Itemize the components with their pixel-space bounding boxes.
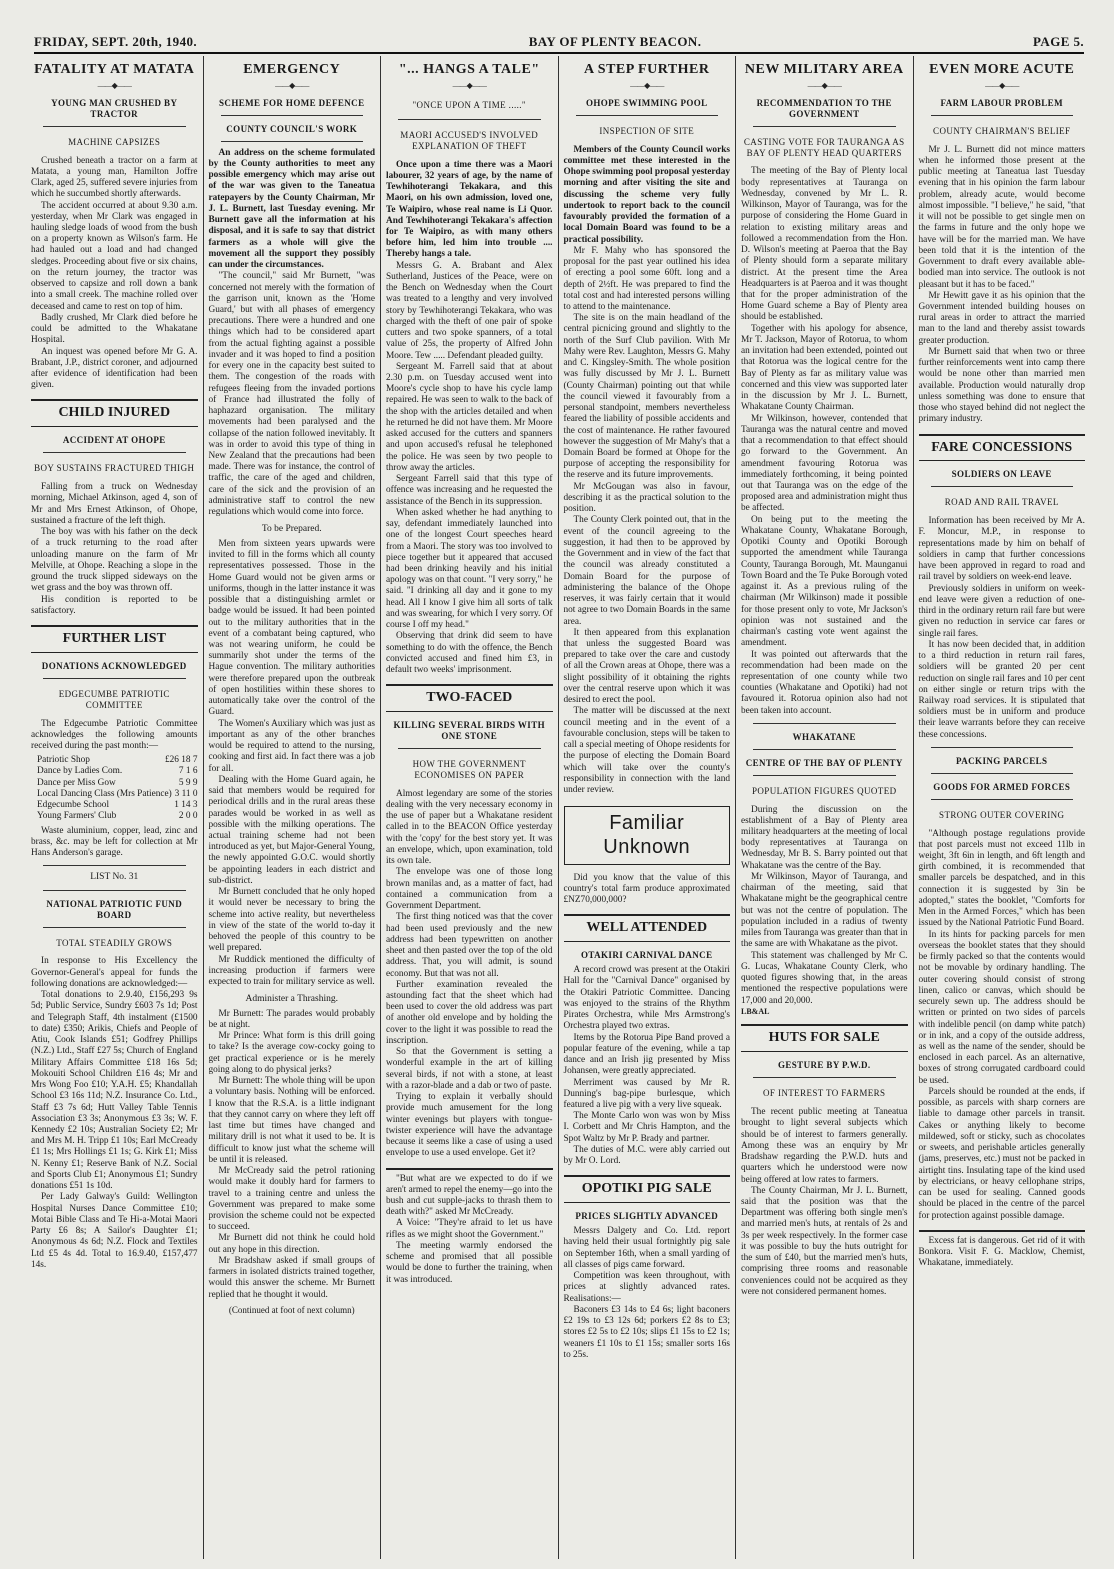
- ledger-row: [31, 755, 198, 766]
- paragraph: Mr Wilkinson, Mayor of Tauranga, and chairman of the meeting, said that Whakatane might be the geographical centre but was not the centre of population. The population included in a radius of twenty miles from Tauranga was greater than that in the same are with Whakatane as the pivot.: [741, 871, 908, 950]
- rule: [931, 773, 1074, 774]
- subhead: PACKING PARCELS: [956, 755, 1048, 766]
- headline-fare-concessions: FARE CONCESSIONS: [919, 434, 1086, 462]
- rule: [753, 126, 896, 127]
- subhead: "ONCE UPON A TIME .....": [412, 99, 527, 110]
- subhead: STRONG OUTER COVERING: [939, 809, 1065, 820]
- headline-step-further: A STEP FURTHER: [583, 62, 710, 77]
- paragraph: Mr Burnett: The whole thing will be upon a voluntary basis. Nothing will be enforced. I know that the R.S.A. is a little indignant that they cannot carry on where they left off last time but times have changed and military drill is not what it used to be. It is difficult to know just what the scheme will be until it is released.: [208, 1076, 375, 1165]
- familiar-unknown-banner: Familiar Unknown: [564, 806, 731, 864]
- rule: [398, 119, 541, 120]
- paragraph: The Women's Auxiliary which was just as important as any of the other branches would be required to attend to the nursing, cooking and first aid. In fact there was a job for all.: [208, 718, 375, 774]
- paragraph: A Voice: "They're afraid to let us have rifles as we might shoot the Government.": [386, 1218, 553, 1240]
- paragraph: Waste aluminium, copper, lead, zinc and brass, &c. may be left for collection at Mr Hans Anderson's garage.: [31, 825, 198, 859]
- donation-ledger: [31, 755, 198, 822]
- lead-paragraph: An address on the scheme formulated by the County authorities to meet any possible emergency which may arise out of the war was given to the Taneatua ratepayers by the County Chairman, Mr J. L. Burnett, last Tuesday evening. Mr Burnett gave all the information at his disposal, and it is safe to say that district farmers as a whole will give the movement all the support they possibly can under the circumstances.: [208, 147, 375, 271]
- paragraph: The boy was with his father on the deck of a truck returning to the road after unloading manure on the farm of Mr Melville, at Ohope. Reaching a slope in the ground the truck slipped sideways on the wet grass and the boy was thrown off.: [31, 527, 198, 594]
- paragraph: Baconers £3 14s to £4 6s; light baconers £2 19s to £3 12s 6d; porkers £2 8s to £3; stores £2 5s to £2 10s; slips £1 15s to £2 1s; weaners £1 10s to £1 15s; smaller sorts 16s to 25s.: [563, 1304, 730, 1360]
- subhead: COUNTY COUNCIL'S WORK: [226, 123, 358, 134]
- paragraph: The meeting warmly endorsed the scheme and promised that all possible would be done to further the training, when it was introduced.: [386, 1240, 553, 1285]
- subhead: RECOMMENDATION TO THE GOVERNMENT: [756, 97, 892, 119]
- paragraph: It was pointed out afterwards that the recommendation had been made on the representation of one county while two counties (Whakatane and Opotiki) had not favoured it. Rotorua opinion also had not been taken into account.: [741, 649, 908, 716]
- subhead: COUNTY CHAIRMAN'S BELIEF: [933, 125, 1071, 136]
- paragraph: Trying to explain it verbally should provide much amusement for the long winter evenings but players with tongue-twister experience will have the advantage because it seems like a case of using a used envelope to use a used envelope. Get it?: [386, 1092, 553, 1159]
- paragraph: Mr Burnett: The parades would probably be at night.: [208, 1008, 375, 1030]
- paragraph: Together with his apology for absence, Mr T. Jackson, Mayor of Rotorua, to whom an invitation had been extended, pointed out that Rotorua was the logical centre for the Bay of Plenty as far as military value was concerned and this view was supported later in the discussion by Mr J. L. Burnett, Whakatane County Chairman.: [741, 323, 908, 413]
- subhead: YOUNG MAN CRUSHED BY TRACTOR: [51, 97, 178, 119]
- paragraph: Did you know that the value of this country's total farm produce approximated £NZ70,000,000?: [563, 872, 730, 906]
- paragraph: Mr Burnett concluded that he only hoped it would never be necessary to bring the scheme into active reality, but nevertheless in view of the state of the world to-day it behoved the people of this country to be well prepared.: [208, 887, 375, 954]
- rule: [919, 1230, 1086, 1232]
- subhead: OTAKIRI CARNIVAL DANCE: [581, 950, 713, 961]
- subhead: KILLING SEVERAL BIRDS WITH ONE STONE: [393, 720, 546, 742]
- headline-further-list: FURTHER LIST: [31, 625, 198, 653]
- paragraph: Crushed beneath a tractor on a farm at Matata, a young man, Hamilton Joffre Clark, aged 25, suffered severe injuries from which he succumbed shortly afterwards.: [31, 155, 198, 200]
- headline-well-attended: WELL ATTENDED: [564, 914, 731, 942]
- subhead: NATIONAL PATRIOTIC FUND BOARD: [46, 898, 183, 920]
- paragraph: In its hints for packing parcels for men overseas the booklet states that they should be firmly packed so that the contents would not be movable by ordinary handling. The outer covering should consist of strong linen, calico or canvas, which should be securely sewn up. The address should be written or printed on two sides of parcels with indelible pencil (on damp white patch) or in ink, and a copy of the outside address, as well as the name of the sender, should be enclosed in each parcel. As an alternative, boxes of strong corrugated cardboard could be used.: [918, 929, 1085, 1086]
- paragraph: Messrs Dalgety and Co. Ltd. report having held their usual fortnightly pig sale on September 16th, when a small yarding of all classes of pigs came forward.: [563, 1226, 730, 1270]
- paragraph: Falling from a truck on Wednesday morning, Michael Atkinson, aged 4, son of Mr and Mrs Ernest Atkinson, of Ohope, sustained a fracture of the left thigh.: [31, 482, 198, 526]
- headline-two-faced: TWO-FACED: [386, 684, 553, 712]
- paragraph: Previously soldiers in uniform on week-end leave were given a reduction of one-third in the ordinary return rail fare but were given no reduction in service car fares or single rail fares.: [918, 583, 1085, 639]
- rule: [753, 749, 896, 750]
- headline-emergency: EMERGENCY: [243, 62, 341, 77]
- paragraph: "The council," said Mr Burnett, "was concerned not merely with the formation of the garrison unit, known as the 'Home Guard,' but with all phases of emergency precautions. There were a hundred and one things which had to be considered apart from the actual fighting against a possible invader and it was hoped to find a position for every one in the capacity best suited to them. The congestion of the roads with refugees fleeing from the invaded portions of France had illustrated the folly of haphazard organisation. The military movements had been paralysed and the collapse of the nation followed inevitably. It was in order to avoid this type of thing in New Zealand that the precautions had been made. There was for instance, the control of traffic, the care of the aged and children, care of the sick and the provision of an administrative staff to control the new regulations which would come into force.: [208, 271, 375, 518]
- paragraph: Mr McGougan was also in favour, describing it as the practical solution to the position.: [563, 481, 730, 515]
- paragraph: Merriment was caused by Mr R. Dunning's bag-pipe burlesque, which featured a live pig with a very live squeak.: [563, 1077, 730, 1110]
- ledger-item: Dance by Ladies Com.: [37, 766, 123, 777]
- paragraph: Mr Burnett said that when two or three further reinforcements went into camp there would be none other than married men available. Production would naturally drop unless something was done to ensure that those who stayed behind did not neglect the primary industry.: [918, 346, 1085, 425]
- rule: [753, 1077, 896, 1078]
- paper-title: BAY OF PLENTY BEACON.: [528, 34, 702, 49]
- issue-date: FRIDAY, SEPT. 20th, 1940.: [34, 34, 198, 49]
- ledger-item: Edgecumbe School: [37, 800, 110, 811]
- rule: [43, 890, 186, 891]
- paragraph: Mr Bradshaw asked if small groups of farmers in isolated districts trained together, would this answer the scheme. Mr Burnett replied that he thought it would.: [208, 1255, 375, 1300]
- paragraph: Almost legendary are some of the stories dealing with the very necessary economy in the use of paper but a Whakatane resident called in to the BEACON Office yesterday with the 'copy' for the best story yet. It was an envelope, which, upon examination, told its own tale.: [386, 788, 553, 867]
- paragraph: Mr Prince: What form is this drill going to take? Is the average cow-cocky going to get practical experience or is he merely going along to do physical jerks?: [208, 1031, 375, 1075]
- ledger-amount: 7 1 6: [178, 766, 198, 777]
- headline-pig-sale: OPOTIKI PIG SALE: [564, 1175, 731, 1203]
- subhead: GESTURE BY P.W.D.: [777, 1060, 871, 1071]
- subhead: MAORI ACCUSED'S INVOLVED EXPLANATION OF THEFT: [400, 129, 539, 151]
- subhead: MACHINE CAPSIZES: [68, 136, 161, 147]
- lead-paragraph: Once upon a time there was a Maori labourer, 32 years of age, by the name of Tewhihoterangi Tekakara, and this Maori, on his own admission, loved one, Te Waipiro, whose real name is Li Quor. And Tewhihoterangi Tekakara's affection for Te Waipiro, as with many others before him, led him into trouble .... Thereby hangs a tale.: [386, 159, 553, 260]
- ledger-row: [31, 778, 198, 789]
- ornament-divider: [31, 82, 198, 90]
- printer-mark: LB&AL: [741, 1006, 770, 1016]
- rule: [43, 678, 186, 679]
- paragraph: Mr F. Mahy who has sponsored the proposal for the past year outlined his idea of erecting a pool some 60ft. long and a depth of 2½ft. He was prepared to find the total cost and had interested persons willing to attend to the maintenance.: [563, 245, 730, 312]
- subhead: ACCIDENT AT OHOPE: [62, 435, 166, 446]
- rule: [753, 775, 896, 776]
- paragraph: Observing that drink did seem to have something to do with the offence, the Bench convicted accused and fined him £3, in default two weeks' imprisonment.: [386, 631, 553, 676]
- paragraph: Mr J. L. Burnett did not mince matters when he informed those present at the public meeting at Taneatua last Tuesday evening that in his opinion the farm labour problem, already acute, would become almost impossible. "I believe," he said, "that it will not be possible to get single men on the farms in future and the only hope we have will be for the married man. We have been told that it is the intention of the Government to draft every available able-bodied man into service. The outlook is not pleasant but it has to be faced.": [918, 144, 1085, 290]
- paragraph: An inquest was opened before Mr G. A. Brabant, J.P., district coroner, and adjourned after evidence of identification had been given.: [31, 346, 198, 391]
- rule: [931, 115, 1074, 116]
- headline-child-injured: CHILD INJURED: [31, 399, 198, 427]
- ornament-divider: [209, 82, 376, 90]
- paragraph: "But what are we expected to do if we aren't armed to repel the enemy—go into the bush and cut supple-jacks to thrash them to death with?" asked Mr McCready.: [386, 1173, 553, 1218]
- ornament-divider: [386, 82, 553, 90]
- subhead: OF INTEREST TO FARMERS: [763, 1088, 886, 1099]
- column-3: [381, 56, 559, 1559]
- column-4: [559, 56, 737, 1559]
- subhead: EDGECUMBE PATRIOTIC COMMITTEE: [58, 688, 170, 710]
- paragraph: So that the Government is setting a wonderful example in the art of killing several birds, if not with a stone, at least with a razor-blade and a dab or two of paste.: [386, 1047, 553, 1091]
- paragraph: The County Clerk pointed out, that in the event of the council agreeing to the suggestion, it had then to be approved by the Government and in view of the fact that the council was already constituted a Domain Board for the purpose of administering the balance of the Ohope reserves, it was fairly certain that it would not agree to two Domain Boards in the same area.: [563, 515, 730, 627]
- paragraph: Sergeant M. Farrell said that at about 2.30 p.m. on Tuesday accused went into Moore's cycle shop to have his cycle lamp repaired. He was seen to walk to the back of the shop with the articles detailed and when he returned he did not have them. Mr Moore asked accused for the cutters and spanners and upon accused's refusal he telephoned the police. He was seen by two people to throw away the articles.: [386, 361, 553, 473]
- column-5: [736, 56, 914, 1559]
- paragraph: Total donations to 2.9.40, £156,293 9s 5d; Public Service, Sundry £603 7s 1d; Post and Telegraph Staff, 4th instalment (£1500 to date) £350; Arikis, Chiefs and People of Atiu, Cook Islands £51; Godfrey Phillips (N.Z.) Ltd., Staff £27 5s; Church of England Military Affairs Committee £18 16s 5d; Mokouiti School Children £16 4s; Mr and Mrs Wong Foo £10; Y.A.H. £5; Khandallah School £3 16s 11d; N.Z. Insurance Co. Ltd., Staff £3 7s 6d; Hutt Valley Table Tennis Association £3 3s; Anonymous £3 3s; W. F. Kennedy £2 10s; Australian Society £2; Mr and Mrs M. H. Tripp £1 10s; Earl McCready £1 1s; Mrs Hollings £1 1s; G. Kirk £1; Miss N. Kenny £1; Reserve Bank of N.Z. Social and Sports Club £1; Anonymous £1; Sundry donations £51 1s 10d.: [31, 990, 198, 1192]
- rule: [931, 799, 1074, 800]
- paragraph: The Monte Carlo won was won by Miss I. Corbett and Mr Chris Hampton, and the Spot Waltz by Mr P. Brady and partner.: [563, 1111, 730, 1144]
- paragraph: In response to His Excellency the Governor-General's appeal for funds the following donations are acknowledged:—: [31, 956, 198, 989]
- ornament-divider: [564, 82, 731, 90]
- rule: [221, 141, 364, 142]
- paragraph: Parcels should be rounded at the ends, if possible, as parcels with sharp corners are liable to damage other parcels in transit. Cakes or anything likely to become mildewed, soft or sticky, such as chocolates or sweets, and perishable articles generally (jams, preserves, etc.) must not be packed in airtight tins. Insulating tape of the kind used by electricians, or heavy cellophane strips, can be used for sealing. Canned goods should be placed in the centre of the parcel for protection against possible damage.: [918, 1086, 1085, 1221]
- paragraph: The County Chairman, Mr J. L. Burnett, said that the position was that the Department was offering both single men's and married men's huts, at rentals of 2s and 3s per week respectively. In the former case it was possible to buy the huts outright for the sum of £40, but the married men's huts, comprising three rooms and reasonable conveniences could not be acquired as they were not considered permanent homes.: [741, 1185, 908, 1297]
- ledger-item: Local Dancing Class (Mrs Patience): [37, 788, 172, 799]
- subhead: WHAKATANE: [792, 731, 856, 742]
- paragraph: The first thing noticed was that the cover had been used previously and the new address had been typewritten on another sheet and then pasted over the top of the old address. That, you will admit, is sound economy. But that was not all.: [386, 912, 553, 979]
- subhead: FARM LABOUR PROBLEM: [940, 97, 1063, 108]
- paragraph: The meeting of the Bay of Plenty local body representatives at Tauranga on Wednesday, convened by Mr L. R. Wilkinson, Mayor of Tauranga, was for the purpose of considering the Home Guard in relation to existing military areas and followed a recommendation from the Hon. D. Wilson's meeting at Paeroa that the Bay of Plenty should form a separate military district. At the present time the Area Headquarters is at Paeroa and it was thought that for the proper administration of the Home Guard scheme a Bay of Plenty area should be established.: [741, 166, 908, 323]
- ledger-row: [31, 766, 198, 777]
- headline-fatality: FATALITY AT MATATA: [34, 62, 195, 77]
- columns: [26, 56, 1090, 1559]
- subhead: TOTAL STEADILY GROWS: [56, 937, 173, 948]
- headline-military-area: NEW MILITARY AREA: [744, 62, 904, 77]
- column-1: [26, 56, 204, 1559]
- rule: [398, 748, 541, 749]
- rule: [221, 115, 364, 116]
- rule: [43, 927, 186, 928]
- ledger-item: Patriotic Shop: [37, 755, 90, 766]
- subhead: CENTRE OF THE BAY OF PLENTY: [745, 757, 903, 768]
- ledger-amount: 1 14 3: [174, 800, 198, 811]
- paragraph: Badly crushed, Mr Clark died before he could be admitted to the Whakatane Hospital.: [31, 312, 198, 346]
- paragraph: Sergeant Farrell said that this type of offence was increasing and he requested the assistance of the Bench in its suppression.: [386, 474, 553, 507]
- paragraph: The recent public meeting at Taneatua brought to light several subjects which should be of interest to farmers generally. Among these was an enquiry by Mr Bradshaw regarding the P.W.D. huts and quarters which he understood were now being offered at low rates to farmers.: [741, 1107, 908, 1185]
- paragraph: The Edgecumbe Patriotic Committee acknowledges the following amounts received during the past month:—: [31, 718, 198, 752]
- ledger-amount: 2 0 0: [178, 811, 198, 822]
- ledger-amount: 5 9 9: [178, 777, 198, 788]
- paragraph: It then appeared from this explanation that unless the suggested Board was prepared to take over the care and custody of all the Crown areas at Ohope, there was a slight possibility of it obtaining the rights over the central reserve upon which it was desired to erect the pool.: [563, 627, 730, 706]
- subhead: ROAD AND RAIL TRAVEL: [944, 497, 1059, 508]
- rule: [43, 865, 186, 866]
- paragraph: The duties of M.C. were ably carried out by Mr O. Lord.: [563, 1144, 730, 1167]
- subhead: GOODS FOR ARMED FORCES: [933, 781, 1071, 792]
- paragraph: Mr Ruddick mentioned the difficulty of increasing production if farmers were expected to train for military service as well.: [208, 954, 375, 988]
- subhead: BOY SUSTAINS FRACTURED THIGH: [34, 463, 195, 474]
- rule: [43, 452, 186, 453]
- paragraph: A record crowd was present at the Otakiri Hall for the "Carnival Dance" organised by the Otakiri Patriotic Committee. Dancing was enjoyed to the strains of the Rhythm Pirates Orchestra, while Mrs Armstrong's Orchestra played two extras.: [563, 965, 730, 1032]
- rule: [931, 747, 1074, 748]
- headline-hangs-a-tale: "... HANGS A TALE": [398, 62, 540, 77]
- subhead: CASTING VOTE FOR TAURANGA AS BAY OF PLENTY HEAD QUARTERS: [743, 136, 905, 158]
- headline-even-more-acute: EVEN MORE ACUTE: [929, 62, 1075, 77]
- ledger-item: Young Farmers' Club: [37, 811, 117, 822]
- paragraph: Mr Burnett did not think he could hold out any hope in this direction.: [208, 1233, 375, 1255]
- paragraph: Messrs G. A. Brabant and Alex Sutherland, Justices of the Peace, were on the Bench on Wednesday when the Court was treated to a lengthy and very involved story by Tewhihoterangi Tekakara, who was charged with the theft of one pair of spoke cutters and two spoke spanners, of a total value of 25s, the property of Alfred John Moore. Tew ..... Defendant pleaded guilty.: [386, 260, 553, 361]
- paragraph: During the discussion on the establishment of a Bay of Plenty area military headquarters at the meeting of local body representatives at Tauranga on Wednesday, Mr B. S. Barry pointed out that Whakatane was the centre of the Bay.: [741, 804, 908, 871]
- continued-note: (Continued at foot of next column): [228, 1304, 355, 1315]
- subhead: OHOPE SWIMMING POOL: [585, 97, 708, 108]
- ornament-divider: [919, 82, 1086, 90]
- column-2: [204, 56, 382, 1559]
- rule: [43, 126, 186, 127]
- column-6: [914, 56, 1091, 1559]
- rule: [576, 115, 719, 116]
- masthead: [34, 30, 1084, 54]
- paragraph: Mr McCready said the petrol rationing would make it doubly hard for farmers to travel to a training centre and unless the Government was prepared to make some provision the scheme could not be expected to succeed.: [208, 1166, 375, 1233]
- paragraph: The matter will be discussed at the next council meeting and in the event of a favourable conclusion, steps will be taken to call a special meeting of Ohope residents for the purpose of electing the Domain Board which will take over the county's responsibility in connection with the land under review.: [563, 706, 730, 796]
- subhead: PRICES SLIGHTLY ADVANCED: [575, 1211, 719, 1222]
- crosshead: Administer a Thrashing.: [245, 994, 338, 1005]
- paragraph: "Although postage regulations provide that post parcels must not exceed 11lb in weight, 3ft 6in in length, and 6ft length and girth combined, it is recommended that smaller parcels be despatched, and in this connection it is suggested by 3in be adopted," states the booklet, "Comforts for Men in the Armed Forces," which has been issued by the National Patriotic Fund Board.: [918, 828, 1085, 929]
- ledger-row: [31, 789, 198, 800]
- paragraph: The site is on the main headland of the central picnicing ground and slightly to the north of the Surf Club pavilion. With Mr Mahy were Rev. Laughton, Messrs G. Mahy and C. Kingsley-Smith. The whole position was fully discussed by Mr J. L. Burnett (County Chairman) pointing out that while the council viewed it favourably from a personal standpoint, members nevertheless feared the liability of possible accidents and the cost of maintenance. He rather favoured however the suggestion of Mr Mahy's that a Domain Board be formed at Ohope for the purpose of accepting the responsibility for the reserve and its future improvements.: [563, 313, 730, 481]
- paragraph: His condition is reported to be satisfactory.: [31, 594, 198, 616]
- paragraph: Competition was keen throughout, with prices at slightly advanced rates. Realisations:—: [563, 1271, 730, 1304]
- rule: [386, 1168, 553, 1170]
- list-number: LIST No. 31: [90, 872, 139, 883]
- lead-paragraph: Members of the County Council works committee met these interested in the Ohope swimming pool proposal yesterday morning and after visiting the site and discussing the scheme very fully undertook to report back to the council favourably provided the formation of a local Domain Board was found to be a practical possibility.: [563, 144, 730, 245]
- subhead: SOLDIERS ON LEAVE: [951, 469, 1052, 480]
- headline-huts-for-sale: HUTS FOR SALE: [741, 1024, 908, 1052]
- crosshead: To be Prepared.: [261, 524, 322, 535]
- ornament-divider: [741, 82, 908, 90]
- paragraph: Men from sixteen years upwards were invited to fill in the forms which all county representatives possessed. Those in the Home Guard would not be given arms or uniforms, though in the latter instance it was possible that a distinguishing armlet or badge would be issued. It had been pointed out to the military authorities that in the event of a combatant being captured, who was not wearing uniform, he could be summarily shot under the terms of the Hague convention. The military authorities were therefore prepared upon the outbreak of open hostilities within these shores to automatically take over the control of the Guard.: [208, 538, 375, 718]
- subhead: SCHEME FOR HOME DEFENCE: [219, 97, 365, 108]
- paragraph: Per Lady Galway's Guild: Wellington Hospital Nurses Dance Committee £10; Motai Bible Class and Te Hi-a-Motai Maori Party £6 8s; A Sailor's Daughter £1; Anonymous 4s 6d; N.Z. Flock and Textiles Ltd £5 4s 4d. Total to 16.9.40, £157,477 14s.: [31, 1192, 198, 1270]
- paragraph: It has now been decided that, in addition to a third reduction in return rail fares, soldiers will be granted 20 per cent reduction on single rail fares and 10 per cent on either single or return trips with the Railway road services. It is stipulated that soldiers must be in uniform and produce their leave warrants before they can receive these concessions.: [918, 639, 1085, 740]
- paragraph: The envelope was one of those long brown manilas and, as a matter of fact, had contained a communication from a Government Department.: [386, 867, 553, 912]
- subhead: DONATIONS ACKNOWLEDGED: [41, 660, 187, 671]
- paragraph: Mr Wilkinson, however, contended that Tauranga was the natural centre and moved that a recommendation to that effect should go forward to the Government. An amendment favouring Rotorua was immediately forthcoming, it being pointed out that Tauranga was on the edge of the proposed area and administration might thus be affected.: [741, 413, 908, 514]
- ledger-item: Dance per Miss Gow: [37, 777, 116, 788]
- subhead: HOW THE GOVERNMENT ECONOMISES ON PAPER: [412, 759, 526, 780]
- paragraph: Further examination revealed the astounding fact that the sheet which had been used to cover the old address was part of another old envelope and by holding the cover to the light it was possible to read the inscription.: [386, 979, 553, 1046]
- paragraph: The accident occurred at about 9.30 a.m. yesterday, when Mr Clark was engaged in hauling sledge loads of wood from the bush on a property known as Wilson's farm. He had hauled out a load and had changed sledges. Proceeding about five or six chains, on the return journey, the tractor was observed to capsize and roll down a bank into a small creek. The machine rolled over deceased and came to rest on top of him.: [31, 200, 198, 312]
- advertisement: Excess fat is dangerous. Get rid of it with Bonkora. Visit F. G. Macklow, Chemist, Whakatane, immediately.: [918, 1235, 1085, 1269]
- page-number: PAGE 5.: [1033, 34, 1084, 49]
- paragraph: Mr Hewitt gave it as his opinion that the Government intended building houses on rural areas in order to attract the married man to the land and thereby assist towards greater production.: [918, 290, 1085, 346]
- rule: [753, 723, 896, 724]
- ledger-amount: 3 11 0: [174, 788, 198, 799]
- paragraph: When asked whether he had anything to say, defendant immediately launched into one of the longest Court speeches heard from a Maori. The story was too involved to piece together but it appeared that accused had been drinking heavily and his initial apology was on that count. "I very sorry," he said. "I drinking all day and it gone to my head. All I know I give him all sorts of talk and was swearing, for which I very sorry. Of course I off my head.": [386, 507, 553, 631]
- rule: [931, 486, 1074, 487]
- paragraph: Items by the Rotorua Pipe Band proved a popular feature of the evening, while a tap dance and an Irish jig presented by Miss Johansen, were greatly appreciated.: [563, 1032, 730, 1077]
- subhead: POPULATION FIGURES QUOTED: [751, 785, 897, 796]
- paragraph: On being put to the meeting the Whakatane County, Whakatane Borough, Opotiki County and Opotiki Borough supported the amendment while Tauranga County, Tauranga Borough, Mt. Maunganui Town Board and the Te Puke Borough voted against it. As a previous ruling of the chairman (Mr Wilkinson) made it possible for those present only to vote, Mr Jackson's opinion was not sustained and the chairman's casting vote went against the amendment.: [741, 514, 908, 649]
- subhead: INSPECTION OF SITE: [599, 125, 695, 136]
- paragraph: Information has been received by Mr A. F. Moncur, M.P., in response to representations made by him on behalf of soldiers in camp that further concessions have been approved in regard to road and rail travel by soldiers on week-end leave.: [918, 516, 1085, 583]
- ledger-amount: £26 18 7: [164, 755, 198, 766]
- ledger-row: [31, 811, 198, 822]
- paragraph: This statement was challenged by Mr C. G. Lucas, Whakatane County Clerk, who quoted figures showing that, in the areas mentioned the respective populations were 17,000 and 20,000.: [741, 950, 908, 1006]
- paragraph: Dealing with the Home Guard again, he said that members would be required for periodical drills and in the rural areas these parades would be worked in as well as possible with the milking operations. The actual training scheme had not been introduced as yet, but Major-General Young, the newly appointed G.O.C. would shortly be appointing leaders in each district and sub-district.: [208, 774, 375, 886]
- ledger-row: [31, 800, 198, 811]
